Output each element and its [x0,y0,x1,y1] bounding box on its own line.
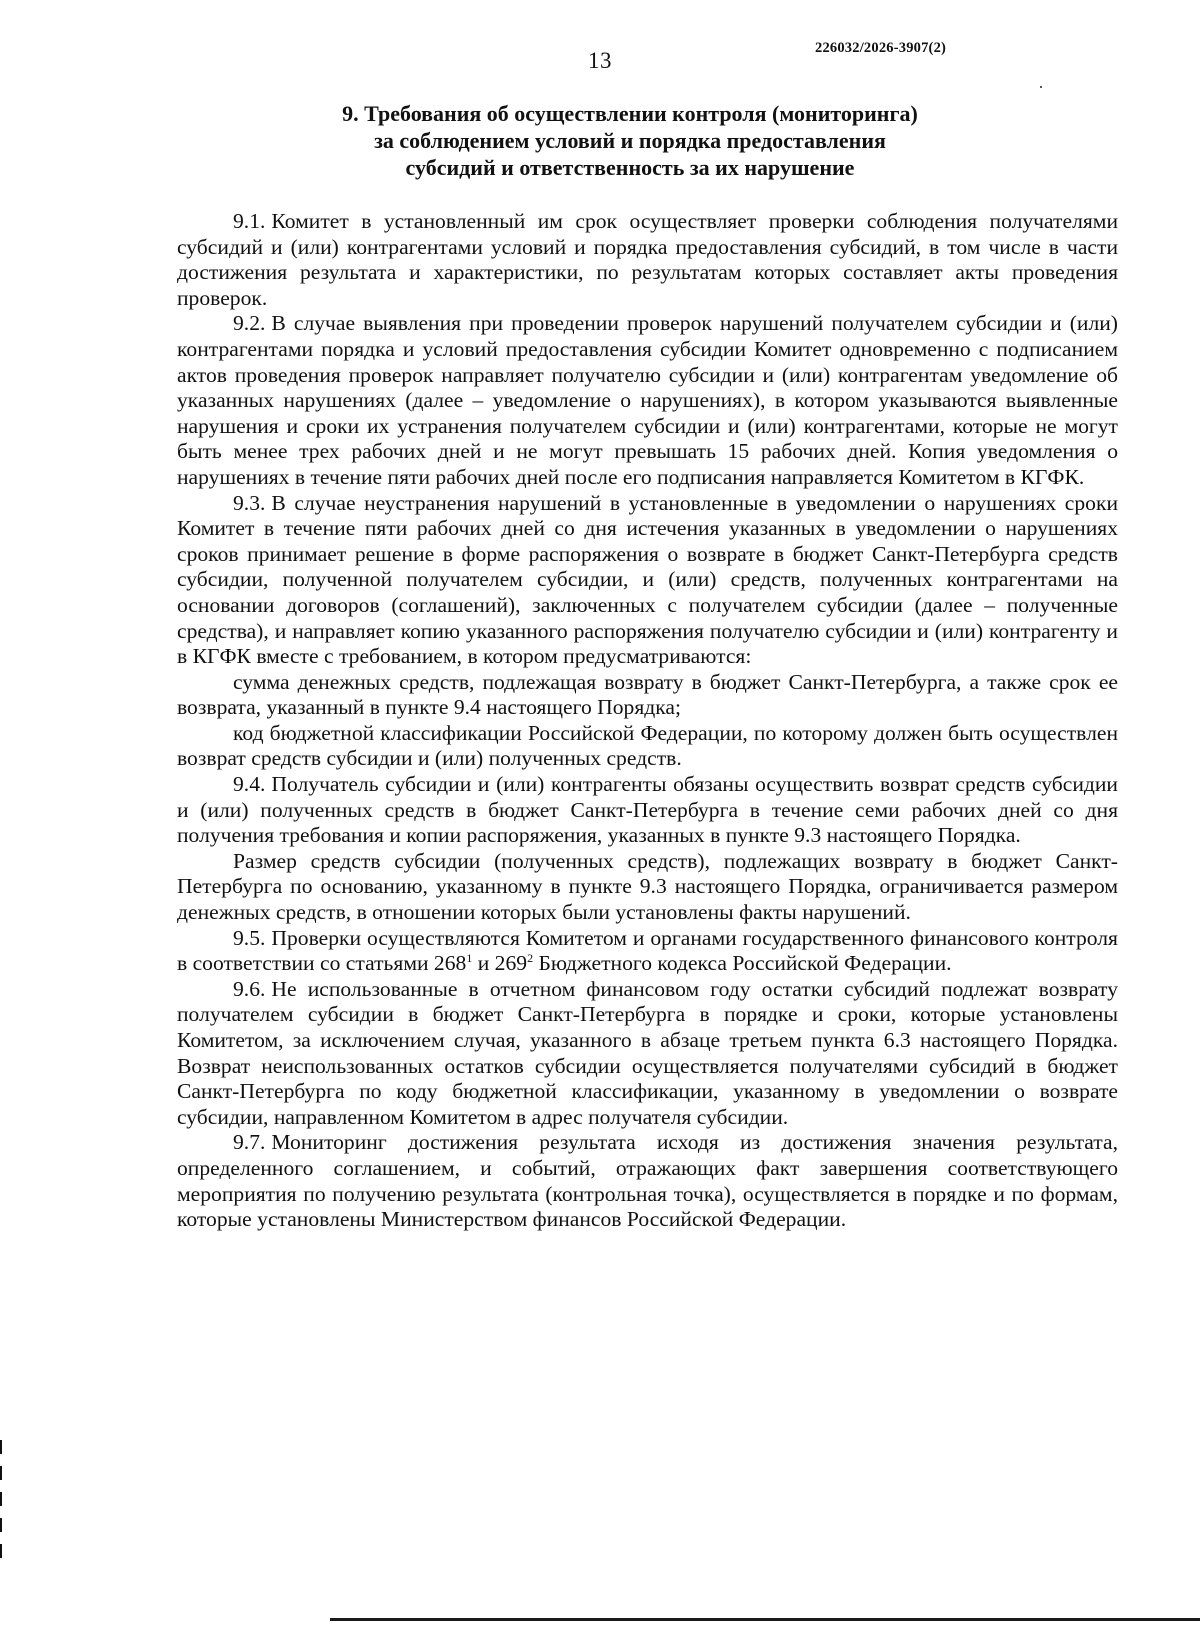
paragraph-number: 9.5. [233,925,266,950]
paragraph-text: сумма денежных средств, подлежащая возврату в бюджет Санкт-Петербурга, а также срок ее возврата, указанный в пункте 9.4 настоящего Порядка; [177,669,1118,720]
paragraph-number: 9.7. [233,1130,266,1155]
paragraph-9-7 [177,1130,1118,1232]
paragraph-9-6 [177,977,1118,1131]
paragraph-text: Не использованные в отчетном финансовом году остатки субсидий подлежат возврату получателем субсидии в бюджет Санкт-Петербурга в порядке и сроки, которые установлены Комитетом, за исключением случая, указанного в абзаце третьем пункта 6.3 настоящего Порядка. Возврат неиспользованных остатков субсидии осуществляется получателями субсидий в бюджет Санкт-Петербурга по коду бюджетной классификации, указанному в уведомлении о возврате субсидии, направленном Комитетом в адрес получателя субсидии. [177,976,1118,1129]
document-id: 226032/2026-3907(2) [815,40,947,56]
paragraph-text: код бюджетной классификации Российской Федерации, по которому должен быть осуществлен возврат средств субсидии и (или) полученных средств. [177,720,1118,771]
paragraph-text: и 269 [472,951,528,976]
paragraph-9-1 [177,209,1118,311]
footnote-superscript: 2 [527,951,534,966]
paragraph-9-5 [177,926,1118,977]
paragraph-text: Бюджетного кодекса Российской Федерации. [533,951,952,976]
paragraph-text: Размер средств субсидии (полученных средств), подлежащих возврату в бюджет Санкт-Петербурга по основанию, указанному в пункте 9.3 настоящего Порядка, ограничивается размером денежных средств, в отношении которых были установлены факты нарушений. [177,848,1118,925]
paragraph-number: 9.6. [233,976,266,1001]
paragraph-number: 9.4. [233,772,266,797]
paragraph-number: 9.1. [233,209,266,233]
paragraph-text: Комитет в установленный им срок осуществляет проверки соблюдения получателями субсидий и (или) контрагентами условий и порядка предоставления субсидий, в том числе в части достижения результата и характеристики, по результатам которых составляет акты проведения проверок. [177,209,1118,310]
section-title-line: субсидий и ответственность за их нарушение [405,155,855,180]
paragraph-text: В случае неустранения нарушений в установленные в уведомлении о нарушениях сроки Комитет в течение пяти рабочих дней со дня истечения указанных в уведомлении о нарушениях сроков принимает решение в форме распоряжения о возврате в бюджет Санкт-Петербурга средств субсидии, полученной получателем субсидии, и (или) средств, полученных контрагентами на основании договоров (соглашений), заключенных с получателем субсидии (далее – полученные средства), и направляет копию указанного распоряжения получателю субсидии и (или) контрагенту и в КГФК вместе с требованием, в котором предусматриваются: [177,490,1118,669]
section-body [177,209,1118,1233]
paragraph-text: Мониторинг достижения результата исходя из достижения значения результата, определенного соглашением, и событий, отражающих факт завершения соответствующего мероприятия по получению результата (контрольная точка), осуществляется в порядке и по формам, которые установлены Министерством финансов Российской Федерации. [177,1130,1118,1232]
paragraph-9-3-amount [177,670,1118,721]
paragraph-number: 9.2. [233,311,266,336]
footnote-superscript: 1 [466,951,473,966]
paragraph-9-3 [177,491,1118,670]
paragraph-9-3-budget-code [177,721,1118,772]
section-title [180,100,1080,181]
paragraph-9-4 [177,772,1118,849]
section-title-line: 9. Требования об осуществлении контроля (мониторинга) [342,101,918,126]
paragraph-text: Получатель субсидии и (или) контрагенты обязаны осуществить возврат средств субсидии и (или) полученных средств в бюджет Санкт-Петербурга в течение семи рабочих дней со дня получения требования и копии распоряжения, указанных в пункте 9.3 настоящего Порядка. [177,772,1118,848]
scan-edge-left [0,1440,2,1570]
section-title-line: за соблюдением условий и порядка предоставления [374,128,886,153]
scan-speck [1040,86,1042,88]
scan-edge-bottom [330,1618,1200,1621]
paragraph-9-4-amount-limit [177,849,1118,926]
paragraph-9-2 [177,311,1118,490]
paragraph-text: В случае выявления при проведении проверок нарушений получателем субсидии и (или) контрагентами порядка и условий предоставления субсидии Комитет одновременно с подписанием актов проведения проверок направляет получателю субсидии и (или) контрагентам уведомление об указанных нарушениях (далее – уведомление о нарушениях), в котором указываются выявленные нарушения и сроки их устранения получателем субсидии и (или) контрагентами, которые не могут быть менее трех рабочих дней и не могут превышать 15 рабочих дней. Копия уведомления о нарушениях в течение пяти рабочих дней после его подписания направляется Комитетом в КГФК. [177,311,1118,489]
page-number: 13 [588,48,612,73]
paragraph-number: 9.3. [233,490,266,515]
paragraph-text: Проверки осуществляются Комитетом и органами государственного финансового контроля в соответствии со статьями 268 [177,925,1118,976]
